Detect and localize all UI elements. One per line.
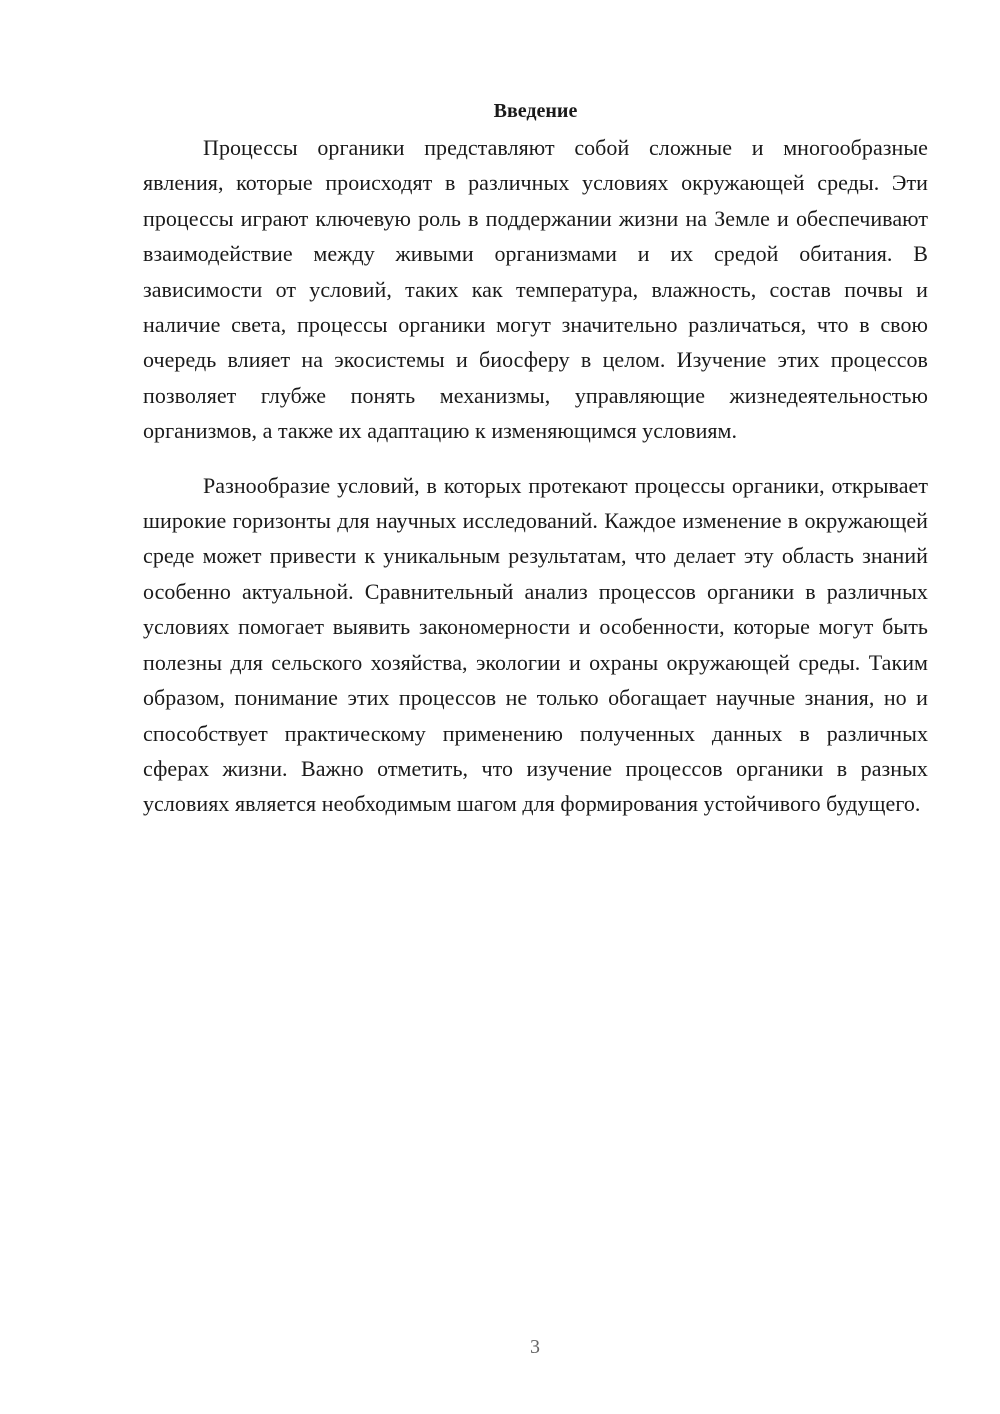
page-content xyxy=(143,96,928,822)
paragraph-2: Разнообразие условий, в которых протекают процессы органики, открывает широкие горизонты для научных исследований. Каждое изменение в окружающей среде может привести к уникальным результатам, что делает эту область знаний особенно актуальной. Сравнительный анализ процессов органики в различных условиях помогает выявить закономерности и особенности, которые могут быть полезны для сельского хозяйства, экологии и охраны окружающей среды. Таким образом, понимание этих процессов не только обогащает научные знания, но и способствует практическому применению полученных данных в различных сферах жизни. Важно отметить, что изучение процессов органики в разных условиях является необходимым шагом для формирования устойчивого будущего. xyxy=(143,472,928,817)
page-number: 3 xyxy=(530,1336,540,1358)
paragraph-1: Процессы органики представляют собой сложные и многообразные явления, которые происходят в различных условиях окружающей среды. Эти процессы играют ключевую роль в поддержании жизни на Земле и обеспечивают взаимодействие между живыми организмами и их средой обитания. В зависимости от условий, таких как температура, влажность, состав почвы и наличие света, процессы органики могут значительно различаться, что в свою очередь влияет на экосистемы и биосферу в целом. Изучение этих процессов позволяет глубже понять механизмы, управляющие жизнедеятельностью организмов, а также их адаптацию к изменяющимся условиям. xyxy=(143,135,928,444)
section-heading: Введение xyxy=(493,100,578,122)
